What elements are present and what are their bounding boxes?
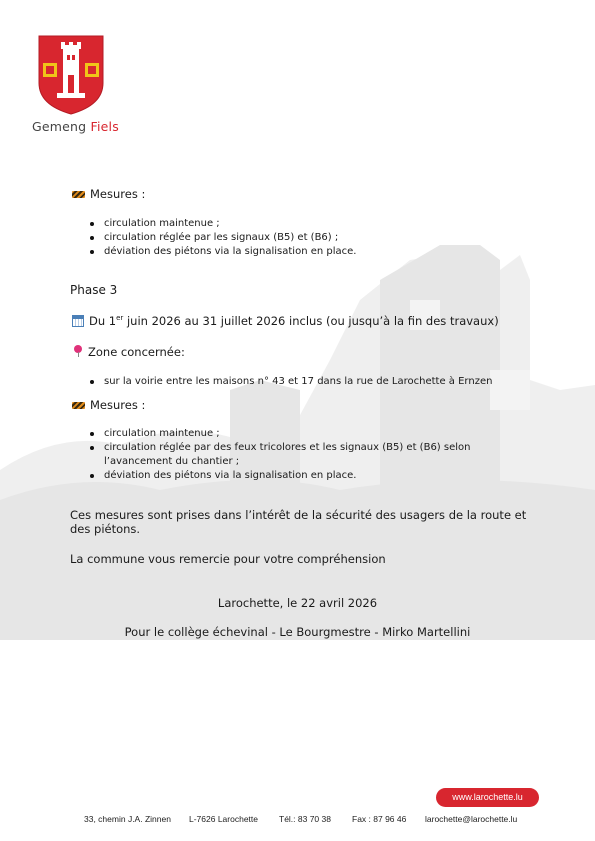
footer-address: 33, chemin J.A. Zinnen bbox=[84, 814, 171, 824]
measures-list-2 bbox=[88, 427, 528, 483]
place-date: Larochette, le 22 avril 2026 bbox=[217, 596, 378, 610]
zone-list bbox=[88, 375, 538, 389]
closing-paragraph: Ces mesures sont prises dans l’intérêt de la sécurité des usagers de la route et des piétons. bbox=[70, 508, 527, 536]
footer-email[interactable]: larochette@larochette.lu bbox=[425, 814, 518, 824]
list-item: sur la voirie entre les maisons n° 43 et 17 dans la rue de Larochette à Ernzen bbox=[88, 375, 538, 389]
measures-heading-2: Mesures : bbox=[72, 398, 145, 412]
footer-postcode: L-7626 Larochette bbox=[189, 814, 258, 824]
phase-dates: Du 1er juin 2026 au 31 juillet 2026 inclus (ou jusqu’à la fin des travaux) bbox=[72, 314, 499, 328]
measures-heading-1: Mesures : bbox=[72, 187, 145, 201]
list-item: circulation maintenue ; bbox=[88, 217, 528, 231]
list-item: circulation maintenue ; bbox=[88, 427, 528, 441]
phase-title: Phase 3 bbox=[70, 283, 118, 297]
footer-phone: Tél.: 83 70 38 bbox=[279, 814, 331, 824]
list-item: circulation réglée par des feux tricolores et les signaux (B5) et (B6) selon l’avancement du chantier ; bbox=[88, 441, 528, 469]
roadblock-icon bbox=[72, 402, 85, 409]
zone-heading: Zone concernée: bbox=[74, 345, 185, 359]
list-item: déviation des piétons via la signalisation en place. bbox=[88, 469, 528, 483]
measures-list-1 bbox=[88, 217, 528, 259]
website-link[interactable]: www.larochette.lu bbox=[436, 788, 539, 807]
list-item: déviation des piétons via la signalisation en place. bbox=[88, 245, 528, 259]
calendar-icon bbox=[72, 315, 84, 327]
signature-line: Pour le collège échevinal - Le Bourgmestre - Mirko Martellini bbox=[124, 625, 471, 639]
municipality-coat-of-arms bbox=[38, 35, 104, 115]
footer-fax: Fax : 87 96 46 bbox=[352, 814, 407, 824]
municipality-name: Gemeng Fiels bbox=[32, 119, 119, 134]
roadblock-icon bbox=[72, 191, 85, 198]
thanks-text: La commune vous remercie pour votre compréhension bbox=[70, 552, 386, 566]
list-item: circulation réglée par les signaux (B5) et (B6) ; bbox=[88, 231, 528, 245]
pin-icon bbox=[74, 345, 82, 357]
